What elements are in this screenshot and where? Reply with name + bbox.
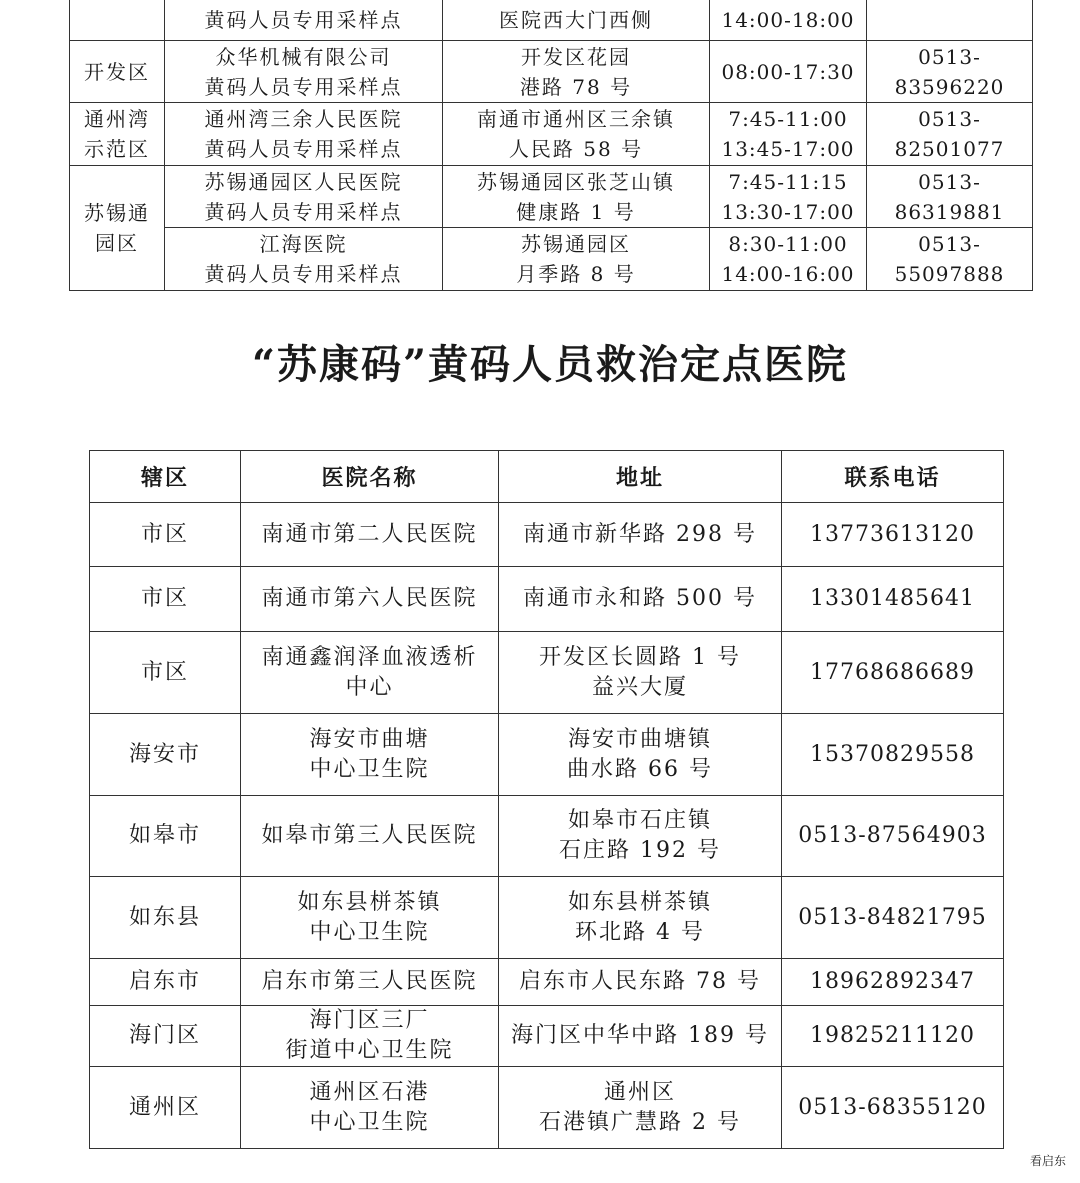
table-row	[70, 0, 1033, 41]
hospital-name-line: 如东县栟茶镇	[297, 889, 442, 915]
district-line: 园区	[95, 231, 139, 255]
site-cell	[165, 41, 443, 103]
site-line: 黄码人员专用采样点	[204, 74, 403, 99]
hours-line: 7:45-11:15	[728, 169, 848, 194]
address-cell	[443, 103, 710, 166]
hospital-name-line: 中心	[345, 674, 394, 700]
hospital-name-line: 中心卫生院	[309, 919, 430, 945]
address-line: 如皋市石庄镇	[567, 808, 712, 833]
hours-cell: 08:00-17:30	[710, 41, 867, 103]
address-cell	[499, 1067, 782, 1149]
address-cell	[499, 959, 782, 1006]
hours-cell	[710, 228, 867, 291]
address-line: 南通市永和路 500 号	[523, 586, 757, 611]
hospital-name-cell	[241, 959, 499, 1006]
address-line: 石港镇广慧路 2 号	[539, 1109, 741, 1135]
table-row	[70, 41, 1033, 103]
address-cell	[443, 41, 710, 103]
hospital-name-line: 南通市第六人民医院	[261, 586, 478, 611]
hospital-name-cell	[241, 567, 499, 632]
address-line: 人民路 58 号	[508, 137, 644, 161]
phone-cell: 13301485641	[782, 567, 1004, 632]
address-line: 启东市人民东路 78 号	[519, 969, 761, 994]
district-cell: 如皋市	[90, 796, 241, 877]
address-line: 海门区中华中路 189 号	[511, 1023, 769, 1048]
phone-cell: 17768686689	[782, 632, 1004, 714]
phone-cell: 15370829558	[782, 714, 1004, 796]
hospital-name-line: 海门区三厂	[309, 1008, 430, 1033]
phone-cell: 0513-84821795	[782, 877, 1004, 959]
table-row	[70, 228, 1033, 291]
hospital-name-line: 南通市第二人民医院	[261, 521, 478, 547]
sampling-sites-table	[69, 0, 1033, 291]
table-row	[90, 959, 1004, 1006]
phone-cell: 0513-83596220	[867, 41, 1033, 103]
district-cell: 市区	[90, 503, 241, 567]
column-header-district: 辖区	[90, 451, 241, 503]
table-row	[90, 796, 1004, 877]
hours-line: 14:00-16:00	[721, 262, 855, 286]
table-row	[70, 103, 1033, 166]
district-line: 示范区	[84, 137, 150, 161]
address-line: 苏锡通园区	[521, 232, 631, 256]
watermark: 看启东	[1029, 1154, 1066, 1168]
table-header-row	[90, 451, 1004, 503]
address-cell	[499, 796, 782, 877]
address-line: 海安市曲塘镇	[567, 726, 712, 752]
hospital-name-cell	[241, 632, 499, 714]
district-cell	[70, 166, 165, 291]
site-line: 江海医院	[259, 232, 348, 256]
phone-cell: 0513-68355120	[782, 1067, 1004, 1149]
phone-cell: 13773613120	[782, 503, 1004, 567]
hospital-name-cell	[241, 714, 499, 796]
address-line: 开发区花园	[521, 44, 631, 69]
address-line: 月季路 8 号	[516, 262, 636, 286]
district-cell: 启东市	[90, 959, 241, 1006]
phone-cell: 18962892347	[782, 959, 1004, 1006]
hospital-name-line: 如皋市第三人民医院	[261, 823, 478, 848]
phone-cell: 0513-82501077	[867, 103, 1033, 166]
table-row	[70, 166, 1033, 228]
address-cell	[499, 1006, 782, 1067]
address-cell	[499, 503, 782, 567]
address-cell	[443, 166, 710, 228]
site-line: 黄码人员专用采样点	[204, 262, 403, 286]
district-cell: 海安市	[90, 714, 241, 796]
hours-line: 13:30-17:00	[721, 199, 855, 224]
table-row	[90, 567, 1004, 632]
hospital-name-line: 中心卫生院	[309, 756, 430, 782]
district-cell: 开发区	[70, 41, 165, 103]
hospital-name-line: 启东市第三人民医院	[261, 969, 478, 994]
address-line: 开发区长圆路 1 号	[539, 644, 741, 670]
hospital-name-cell	[241, 503, 499, 567]
address-cell	[499, 714, 782, 796]
address-line: 苏锡通园区张芝山镇	[477, 169, 675, 194]
phone-cell: 0513-55097888	[867, 228, 1033, 291]
hospital-name-cell	[241, 1067, 499, 1149]
hours-cell	[710, 103, 867, 166]
site-cell	[165, 103, 443, 166]
site-line: 通州湾三余人民医院	[204, 107, 403, 131]
hospital-name-line: 通州区石港	[309, 1079, 430, 1105]
district-cell	[70, 0, 165, 41]
hospital-name-line: 南通鑫润泽血液透析	[261, 644, 478, 670]
site-line: 众华机械有限公司	[215, 44, 392, 69]
site-line: 黄码人员专用采样点	[204, 199, 403, 224]
site-cell	[165, 228, 443, 291]
hospital-name-line: 海安市曲塘	[309, 726, 430, 752]
site-line: 苏锡通园区人民医院	[204, 169, 403, 194]
column-header-hospital-name: 医院名称	[241, 451, 499, 503]
table-row	[90, 1067, 1004, 1149]
page-title: “苏康码”黄码人员救治定点医院	[251, 341, 848, 388]
table-row	[90, 877, 1004, 959]
hospital-table	[89, 450, 1004, 1149]
address-cell	[443, 228, 710, 291]
address-cell	[499, 877, 782, 959]
column-header-address: 地址	[499, 451, 782, 503]
hospital-name-line: 街道中心卫生院	[285, 1038, 454, 1063]
site-cell	[165, 166, 443, 228]
address-cell	[499, 632, 782, 714]
site-line: 黄码人员专用采样点	[204, 137, 403, 161]
hospital-name-cell	[241, 877, 499, 959]
hospital-name-cell	[241, 796, 499, 877]
hours-line: 13:45-17:00	[721, 137, 855, 161]
hospital-name-cell	[241, 1006, 499, 1067]
hours-line: 8:30-11:00	[728, 232, 848, 256]
district-line: 苏锡通	[84, 201, 150, 225]
hospital-name-line: 中心卫生院	[309, 1109, 430, 1135]
address-line: 港路 78 号	[519, 74, 633, 99]
district-cell: 市区	[90, 567, 241, 632]
hospital-table-body	[90, 503, 1004, 1149]
address-line: 益兴大厦	[591, 674, 688, 700]
phone-cell	[867, 0, 1033, 41]
address-line: 南通市新华路 298 号	[523, 521, 757, 547]
district-cell: 海门区	[90, 1006, 241, 1067]
address-line: 如东县栟茶镇	[567, 889, 712, 915]
hours-cell	[710, 166, 867, 228]
district-line: 通州湾	[84, 107, 150, 131]
column-header-phone: 联系电话	[782, 451, 1004, 503]
address-line: 通州区	[603, 1079, 676, 1105]
site-cell: 黄码人员专用采样点	[165, 0, 443, 41]
address-line: 南通市通州区三余镇	[477, 107, 675, 131]
table-row	[90, 632, 1004, 714]
table-row	[90, 714, 1004, 796]
hours-line: 7:45-11:00	[728, 107, 848, 131]
district-cell	[70, 103, 165, 166]
phone-cell: 19825211120	[782, 1006, 1004, 1067]
phone-cell: 0513-86319881	[867, 166, 1033, 228]
address-cell: 医院西大门西侧	[443, 0, 710, 41]
address-line: 环北路 4 号	[575, 919, 705, 945]
table-row	[90, 503, 1004, 567]
district-cell: 如东县	[90, 877, 241, 959]
district-cell: 市区	[90, 632, 241, 714]
phone-cell: 0513-87564903	[782, 796, 1004, 877]
table-row	[90, 1006, 1004, 1067]
address-cell	[499, 567, 782, 632]
address-line: 健康路 1 号	[516, 199, 636, 224]
district-cell: 通州区	[90, 1067, 241, 1149]
hours-cell: 14:00-18:00	[710, 0, 867, 41]
address-line: 曲水路 66 号	[567, 756, 713, 782]
address-line: 石庄路 192 号	[559, 838, 721, 863]
